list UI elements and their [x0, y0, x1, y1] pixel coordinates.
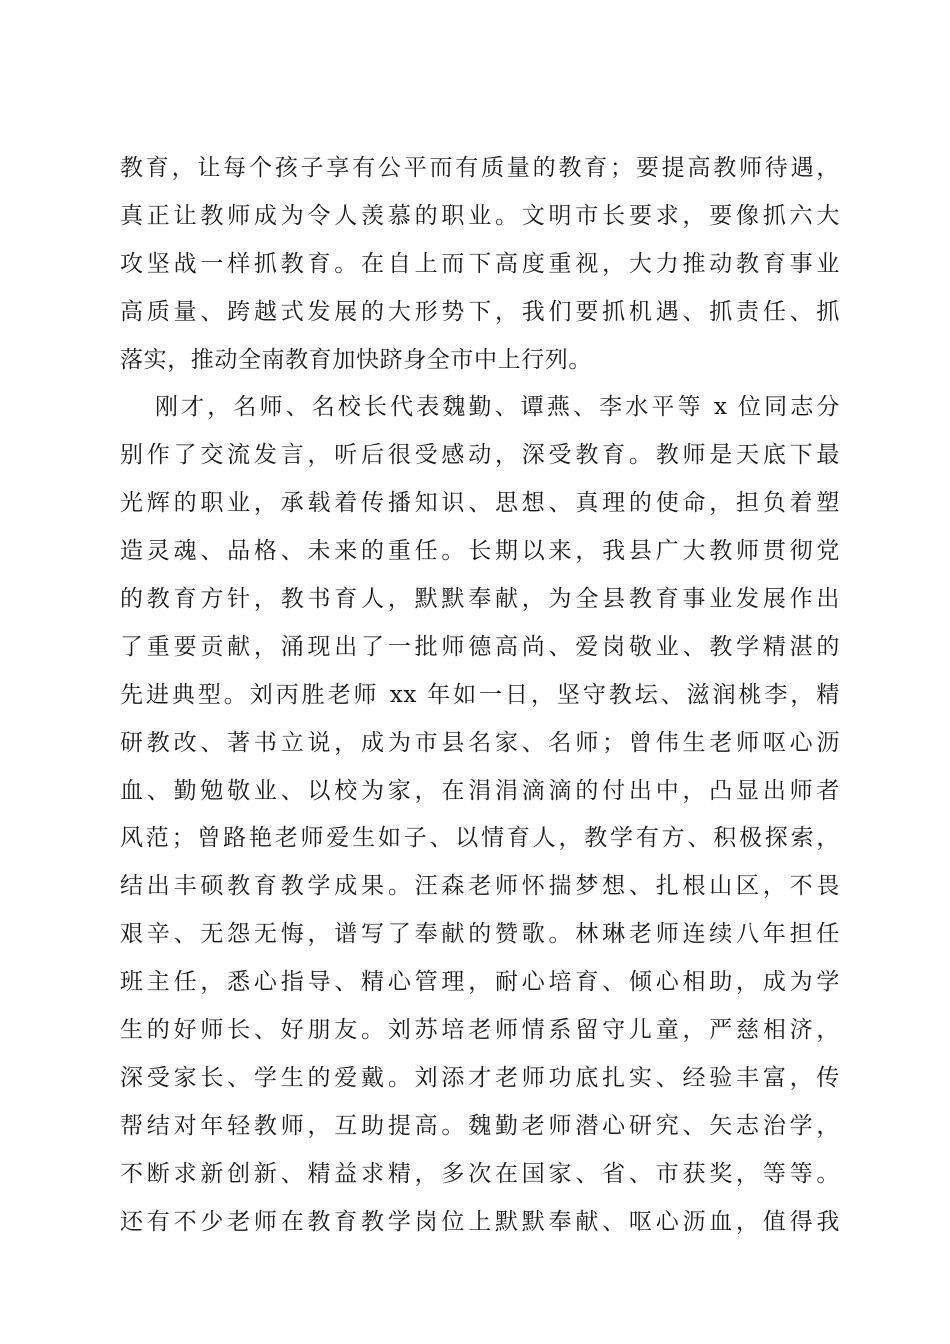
- text-line: 艰辛、无怨无悔，谱写了奉献的赞歌。林琳老师连续八年担任: [120, 921, 840, 948]
- text-line: 还有不少老师在教育教学岗位上默默奉献、呕心沥血，值得我: [120, 1208, 840, 1235]
- text-line: 深受家长、学生的爱戴。刘添才老师功底扎实、经验丰富，传: [120, 1064, 840, 1091]
- text-line: 血、勤勉敬业、以校为家，在涓涓滴滴的付出中，凸显出师者: [120, 777, 840, 804]
- text-line: 造灵魂、品格、未来的重任。长期以来，我县广大教师贯彻党: [120, 538, 840, 565]
- text-line: 生的好师长、好朋友。刘苏培老师情系留守儿童，严慈相济，: [120, 1017, 840, 1044]
- text-line: 攻坚战一样抓教育。在自上而下高度重视，大力推动教育事业: [120, 250, 840, 277]
- text-line: 刚才，名师、名校长代表魏勤、谭燕、李水平等 x 位同志分: [155, 394, 840, 421]
- text-line: 了重要贡献，涌现出了一批师德高尚、爱岗敬业、教学精湛的: [120, 633, 840, 660]
- text-line: 落实，推动全南教育加快跻身全市中上行列。: [120, 346, 592, 373]
- body-text: [120, 145, 840, 1246]
- text-line: 不断求新创新、精益求精，多次在国家、省、市获奖，等等。: [120, 1160, 840, 1187]
- text-line: 高质量、跨越式发展的大形势下，我们要抓机遇、抓责任、抓: [120, 298, 840, 325]
- text-line: 的教育方针，教书育人，默默奉献，为全县教育事业发展作出: [120, 586, 840, 613]
- text-line: 光辉的职业，承载着传播知识、思想、真理的使命，担负着塑: [120, 490, 840, 517]
- text-line: 结出丰硕教育教学成果。汪森老师怀揣梦想、扎根山区，不畏: [120, 873, 840, 900]
- text-line: 帮结对年轻教师，互助提高。魏勤老师潜心研究、矢志治学，: [120, 1112, 840, 1139]
- text-line: 班主任，悉心指导、精心管理，耐心培育、倾心相助，成为学: [120, 969, 840, 996]
- text-line: 先进典型。刘丙胜老师 xx 年如一日，坚守教坛、滋润桃李，精: [120, 681, 840, 708]
- text-line: 别作了交流发言，听后很受感动，深受教育。教师是天底下最: [120, 442, 840, 469]
- text-line: 教育，让每个孩子享有公平而有质量的教育；要提高教师待遇，: [120, 155, 840, 181]
- text-line: 风范；曾路艳老师爱生如子、以情育人，教学有方、积极探索，: [120, 825, 840, 852]
- text-line: 研教改、著书立说，成为市县名家、名师；曾伟生老师呕心沥: [120, 729, 840, 756]
- text-line: 真正让教师成为令人羡慕的职业。文明市长要求，要像抓六大: [120, 202, 840, 229]
